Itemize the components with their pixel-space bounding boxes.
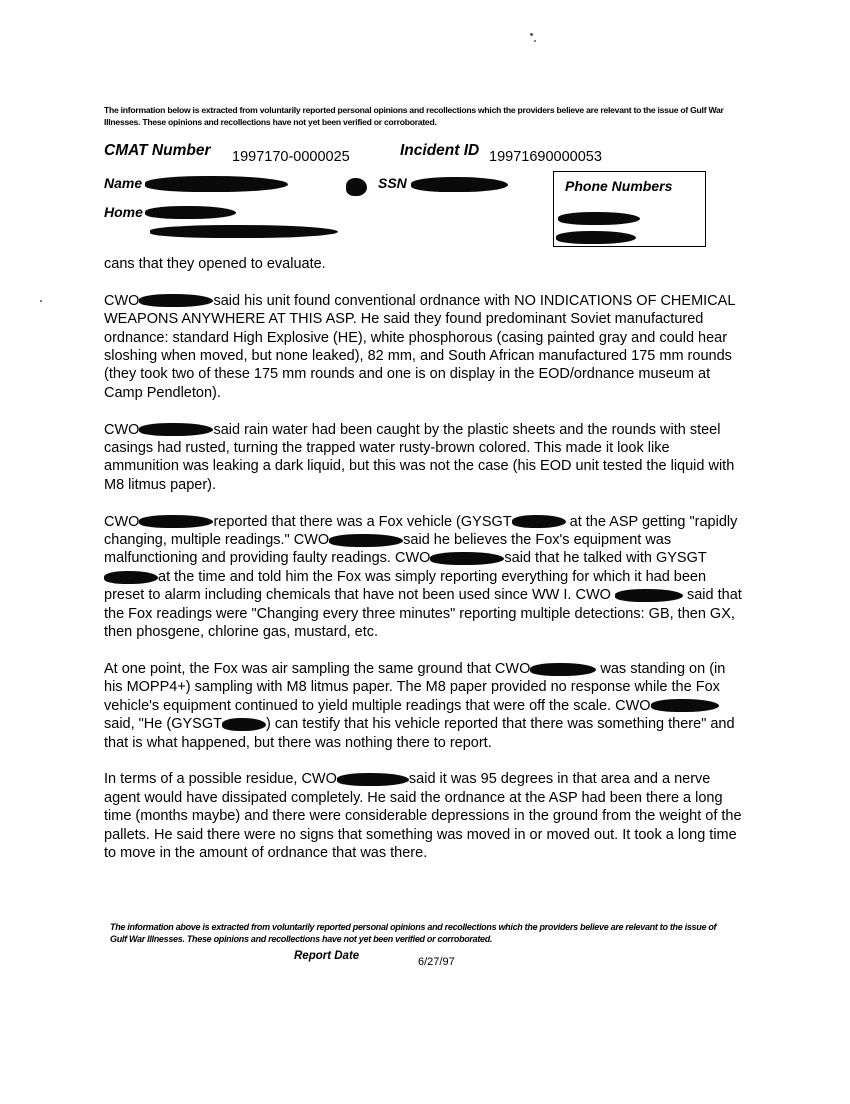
home-redaction-1 <box>145 206 236 219</box>
text-run: ) can testify that his vehicle reported that there was something there" and that is what happened, but there was nothing there to report. <box>104 716 735 751</box>
redaction <box>530 663 596 676</box>
paragraph-2-text: said his unit found conventional ordnance with NO INDICATIONS OF CHEMICAL WEAPONS ANYWHERE AT THIS ASP. He said they found predominant Soviet manufactured ordnance: standard High Explosive (HE), white phosphorous (casing painted gray and could hear sloshing when moved, but none leaked), 82 mm, and South African manufactured 175 mm rounds (they took two of these 175 mm rounds and one is on display in the EOD/ordnance museum at Camp Pendleton). <box>104 292 735 401</box>
text-run: said it was 95 degrees in that area and a nerve agent would have dissipated completely. He said the ordnance at the ASP had been there a long time (months maybe) and there were considerable depressions in the ground from the weight of the pallets. He said there were no signs that something was moved in or moved out. It took a long time to move in the amount of ordnance that was there. <box>104 771 742 861</box>
name-redaction <box>145 176 288 192</box>
paragraph-4 <box>104 513 744 642</box>
text-run: at the time and told him the Fox was simply reporting everything for which it had been preset to alarm including chemicals that have not been used since WW I. CWO <box>104 568 707 604</box>
incident-value: 19971690000053 <box>489 149 602 165</box>
paragraph-2 <box>104 292 744 402</box>
paragraph-6 <box>104 770 744 862</box>
text-run: at the ASP getting "rapidly changing, multiple readings." CWO <box>104 513 738 549</box>
redaction <box>139 515 213 528</box>
text-run: said that the Fox readings were "Changing every three minutes" reporting multiple detections: GB, then GX, then phosgene, chlorine gas, mustard, etc. <box>104 587 742 641</box>
scan-speck <box>534 40 536 42</box>
redaction <box>139 294 213 307</box>
body-text <box>104 255 744 881</box>
home-redaction-2 <box>150 225 338 238</box>
ssn-redaction-mark <box>346 178 367 196</box>
text-run: said that he talked with GYSGT <box>504 550 707 567</box>
ssn-label: SSN <box>378 175 407 191</box>
name-label: Name <box>104 175 143 191</box>
redaction <box>337 773 409 786</box>
phone-numbers-box <box>553 171 706 247</box>
disclaimer-bottom: The information above is extracted from voluntarily reported personal opinions and recollections which the providers believe are relevant to the issue of Gulf War Illnesses. These opinions and recollections have not yet been verified or corroborated. <box>110 922 717 944</box>
redaction <box>329 534 403 547</box>
cwo-prefix: CWO <box>104 292 140 309</box>
cmat-value: 1997170-0000025 <box>232 149 350 165</box>
text-run: In terms of a possible residue, CWO <box>104 771 337 788</box>
redaction <box>512 515 566 528</box>
home-label: Home <box>104 204 143 220</box>
paragraph-3-text: said rain water had been caught by the plastic sheets and the rounds with steel casings had rusted, turning the trapped water rusty-brown colored. This made it look like ammunition was leaking a dark liquid, but this was not the case (his EOD unit tested the liquid with M8 litmus paper). <box>104 421 735 493</box>
redaction <box>430 552 504 565</box>
text-run: said he believes the Fox's equipment was malfunctioning and providing faulty readings. CWO <box>104 532 672 567</box>
disclaimer-top: The information below is extracted from voluntarily reported personal opinions and recollections which the providers believe are relevant to the issue of Gulf War Illnesses. These opinions and recollections have not yet been verified or corroborated. <box>104 105 724 127</box>
scan-speck <box>530 33 533 36</box>
paragraph-5 <box>104 660 744 752</box>
redaction <box>651 699 719 712</box>
text-run: reported that there was a Fox vehicle (GYSGT <box>213 513 512 530</box>
incident-label: Incident ID <box>400 142 480 159</box>
phone-redaction-1 <box>558 212 640 225</box>
report-date-value: 6/27/97 <box>418 956 455 968</box>
text-run: said, "He (GYSGT <box>104 716 222 733</box>
phone-numbers-title: Phone Numbers <box>565 178 673 194</box>
report-date-label: Report Date <box>294 950 360 962</box>
cwo-prefix: CWO <box>104 421 140 438</box>
text-run: At one point, the Fox was air sampling the same ground that CWO <box>104 660 531 677</box>
paragraph-1: cans that they opened to evaluate. <box>104 256 326 272</box>
text-run: CWO <box>104 513 140 530</box>
text-run: was standing on (in his MOPP4+) sampling with M8 litmus paper. The M8 paper provided no response while the Fox vehicle's equipment continued to yield multiple readings that were off the scale. CWO <box>104 660 726 714</box>
ssn-redaction <box>411 177 508 192</box>
phone-redaction-2 <box>556 231 636 244</box>
redaction <box>104 571 158 584</box>
redaction <box>139 423 213 436</box>
paragraph-3 <box>104 421 744 495</box>
cmat-label: CMAT Number <box>104 142 211 159</box>
scan-speck <box>40 300 42 302</box>
redaction <box>222 718 266 731</box>
redaction <box>615 589 683 602</box>
